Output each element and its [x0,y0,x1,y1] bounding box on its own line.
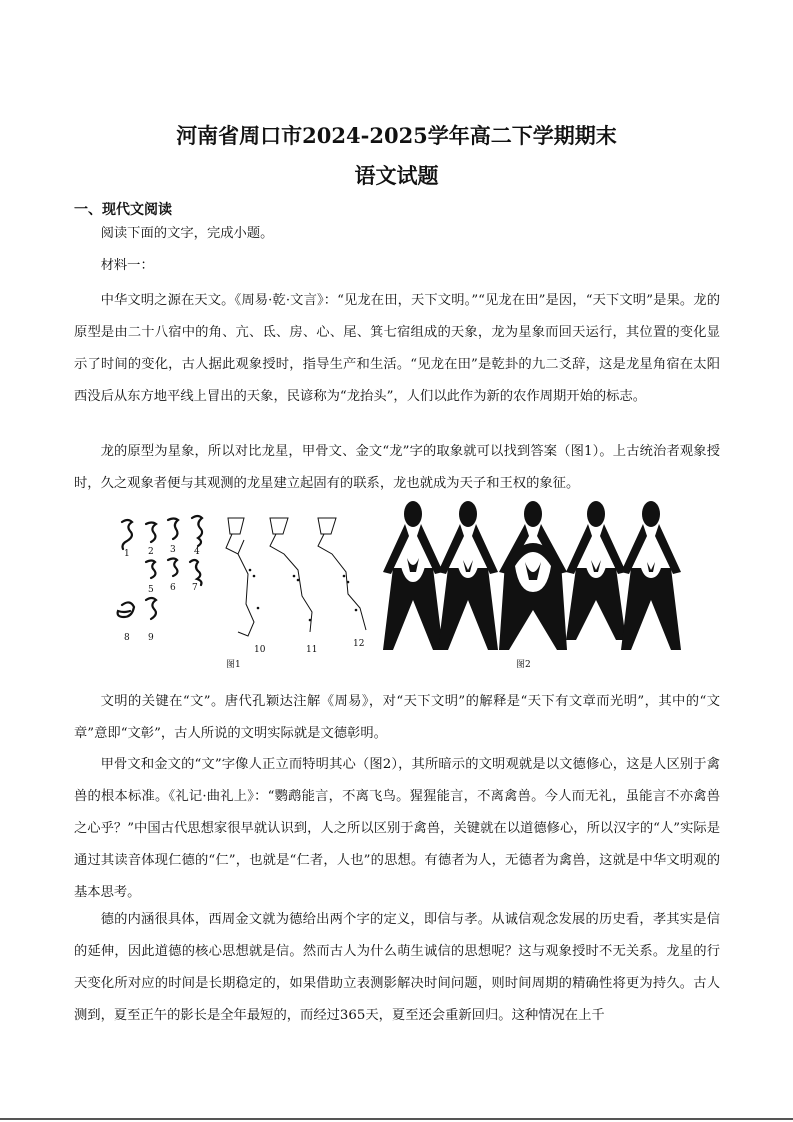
star-dots [249,569,358,622]
glyph-number: 4 [194,547,200,557]
paragraph-5: 德的内涵很具体，西周金文就为德给出两个字的定义，即信与孝。从诚信观念发展的历史看，孝其实是信的延伸，因此道德的核心思想就是信。然而古人为什么萌生诚信的思想呢？这与观象授时不无关系。龙星的行天变化所对应的时间是长期稳定的，如果借助立表测影解决时间问题，则时间周期的精确性将更为持久。古人测到，夏至正午的影长是全年最短的，而经过365天，夏至还会重新回归。这种情况在上千 [74,912,720,1023]
glyph-number: 12 [353,639,365,649]
figure-illustration [108,500,708,675]
glyph-number: 2 [148,547,154,557]
glyph-number: 10 [254,645,266,655]
glyph-number: 1 [124,549,130,559]
paragraph-1: 中华文明之源在天文。《周易·乾·文言》：“见龙在田，天下文明。”“见龙在田”是因，“天下文明”是果。龙的原型是由二十八宿中的角、亢、氐、房、心、尾、箕七宿组成的天象，龙为星象而回天运行，其位置的变化显示了时间的变化，古人据此观象授时，指导生产和生活。“见龙在田”是乾卦的九二爻辞，这是龙星角宿在太阳西没后从东方地平线上冒出的天象，民谚称为“龙抬头”，人们以此作为新的农作周期开始的标志。 [74,293,720,404]
paragraph-3: 文明的关键在“文”。唐代孔颖达注解《周易》，对“天下文明”的解释是“天下有文章而光明”，其中的“文章”意即“文彰”，古人所说的文明实际就是文德彰明。 [74,694,720,741]
figure-1-caption: 图1 [226,660,241,670]
wen-characters [383,501,681,650]
star-dragon-diagrams [226,518,366,636]
paragraph-2: 龙的原型为星象，所以对比龙星，甲骨文、金文“龙”字的取象就可以找到答案（图1）。上古统治者观象授时，久之观象者便与其观测的龙星建立起固有的联系，龙也就成为天子和王权的象征。 [74,444,720,491]
document-title: 河南省周口市2024-2025学年高二下学期期末 [176,123,617,148]
glyph-number: 7 [192,583,198,593]
glyph-number-labels [124,545,364,655]
intro-instruction: 阅读下面的文字，完成小题。 [100,226,274,241]
glyph-number: 8 [124,633,130,643]
glyph-number: 11 [306,645,318,655]
figure-2-caption: 图2 [516,660,531,670]
glyph-number: 9 [148,633,154,643]
page-bottom-rule [0,1118,793,1120]
paragraph-4: 甲骨文和金文的“文”字像人正立而特明其心（图2），其所暗示的文明观就是以文德修心，这是人区别于禽兽的根本标准。《礼记·曲礼上》：“鹦鹉能言，不离飞鸟。猩猩能言，不离禽兽。今人而无礼，虽能言不亦禽兽之心乎？”中国古代思想家很早就认识到，人之所以区别于禽兽，关键就在以道德修心，所以汉字的“人”实际是通过其读音体现仁德的“仁”，也就是“仁者，人也”的思想。有德者为人，无德者为禽兽，这就是中华文明观的基本思考。 [74,757,720,900]
glyph-number: 5 [148,585,154,595]
document-subtitle: 语文试题 [354,163,439,188]
dragon-glyphs [118,516,202,619]
glyph-number: 6 [170,583,176,593]
material-label: 材料一： [100,258,154,273]
glyph-number: 3 [170,545,176,555]
section-heading: 一、现代文阅读 [74,202,172,218]
